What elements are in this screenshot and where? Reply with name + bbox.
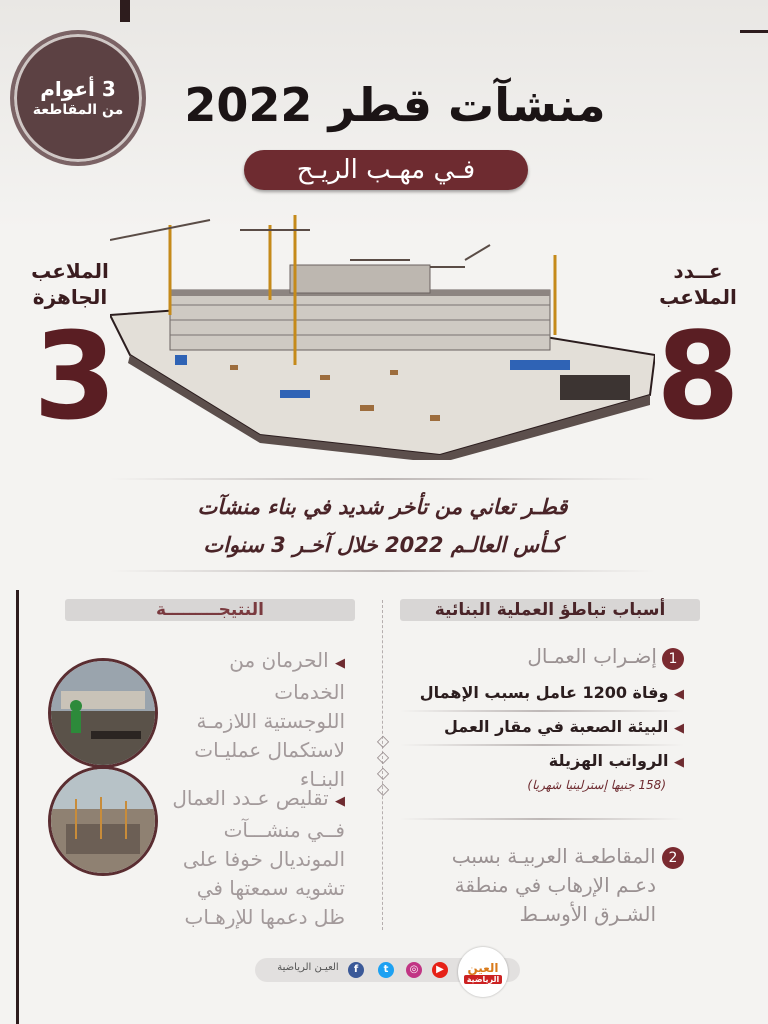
facebook-icon[interactable]: f — [348, 962, 364, 978]
total-stadiums-label — [648, 258, 748, 310]
sub-divider — [400, 710, 684, 712]
result-item-1 — [160, 646, 345, 794]
divider-mid — [110, 570, 655, 572]
subtitle-ribbon: فـي مهـب الريـح — [244, 150, 528, 190]
boycott-seal — [10, 30, 146, 166]
twitter-icon[interactable]: t — [378, 962, 394, 978]
ready-label-line1: الملاعب — [31, 259, 109, 283]
seal-line1: 3 أعوام — [40, 77, 116, 101]
result-2-line2: فــي منشـــآت — [223, 818, 345, 842]
ready-stadiums-value: 3 — [33, 308, 117, 447]
decor-stripe-left — [16, 590, 19, 1024]
headline-line2: كـأس العالـم 2022 خلال آخـر 3 سنوات — [203, 533, 562, 557]
youtube-icon[interactable]: ▶ — [432, 962, 448, 978]
result-item-2 — [160, 784, 345, 932]
divider-top — [110, 478, 655, 480]
result-1-line3: لاستكمال عمليـات — [194, 738, 345, 762]
total-label-line1: عــدد — [673, 259, 723, 283]
workers-photo — [48, 658, 158, 768]
reason-2 — [400, 842, 684, 929]
salary-note: (158 جنيها إسترلينيا شهريا) — [527, 778, 666, 792]
result-1-line2: اللوجستية اللازمـة — [196, 709, 345, 733]
reason-1-title: إضـراب العمـال — [527, 644, 657, 668]
ready-stadiums-reflection — [30, 395, 120, 445]
diamond-decor: ◇ ◇ ◇ ◇ — [376, 731, 390, 798]
decor-stripe-right — [740, 30, 768, 33]
arrow-left-icon: ◀ — [674, 721, 684, 736]
decor-stripe-top — [120, 0, 130, 22]
result-2-line4: تشويه سمعتها في — [196, 876, 345, 900]
result-1-line4: البنـاء — [299, 767, 345, 791]
brand-logo — [458, 947, 508, 997]
arrow-left-icon: ◀ — [335, 656, 345, 671]
result-2-line1: تقليص عـدد العمال — [172, 786, 329, 810]
sub-divider — [400, 818, 684, 820]
reason-sub-item-label: وفاة 1200 عامل بسبب الإهمال — [419, 683, 669, 702]
total-stadiums-value: 8 — [656, 308, 740, 447]
arrow-left-icon: ◀ — [674, 687, 684, 702]
headline-line1: قطـر تعاني من تأخر شديد في بناء منشآت — [197, 495, 568, 519]
logo-bottom-text: الرياضية — [464, 975, 503, 984]
reason-1-badge: 1 — [662, 648, 684, 670]
footer-brand: العيـن الرياضية — [277, 962, 339, 973]
reason-sub-item-label: البيئة الصعبة في مقار العمل — [443, 717, 669, 736]
page-title: منشآت قطر 2022 — [184, 78, 606, 132]
total-label-line2: الملاعب — [659, 285, 737, 309]
reason-sub-item — [400, 683, 684, 702]
headline — [110, 488, 655, 564]
reason-sub-item — [400, 751, 684, 770]
result-2-line5: ظل دعمها للإرهـاب — [184, 905, 345, 929]
reason-2-line2: دعـم الإرهاب في منطقة — [454, 873, 656, 897]
stadium-construction-image — [110, 205, 655, 460]
result-1-line1: الحرمان من الخدمات — [229, 648, 345, 704]
construction-site-photo — [48, 766, 158, 876]
reason-sub-item — [400, 717, 684, 736]
arrow-left-icon: ◀ — [674, 755, 684, 770]
reason-2-line1: المقاطعـة العربيـة بسبب — [451, 844, 656, 868]
reason-1 — [400, 644, 684, 670]
ready-stadiums-label — [20, 258, 120, 310]
ready-label-line2: الجاهزة — [32, 285, 108, 309]
sub-divider — [400, 744, 684, 746]
seal-line2: من المقاطعة — [32, 102, 124, 118]
reason-sub-item-label: الرواتب الهزيلة — [548, 751, 669, 770]
result-2-line3: المونديال خوفا على — [182, 847, 345, 871]
logo-top-text: العين — [467, 960, 499, 975]
arrow-left-icon: ◀ — [335, 794, 345, 809]
reasons-heading: أسباب تباطؤ العملية البنائية — [400, 599, 700, 621]
reason-2-badge: 2 — [662, 847, 684, 869]
reason-2-line3: الشـرق الأوسـط — [519, 902, 656, 926]
instagram-icon[interactable]: ◎ — [406, 962, 422, 978]
result-heading: النتيجـــــــــة — [65, 599, 355, 621]
